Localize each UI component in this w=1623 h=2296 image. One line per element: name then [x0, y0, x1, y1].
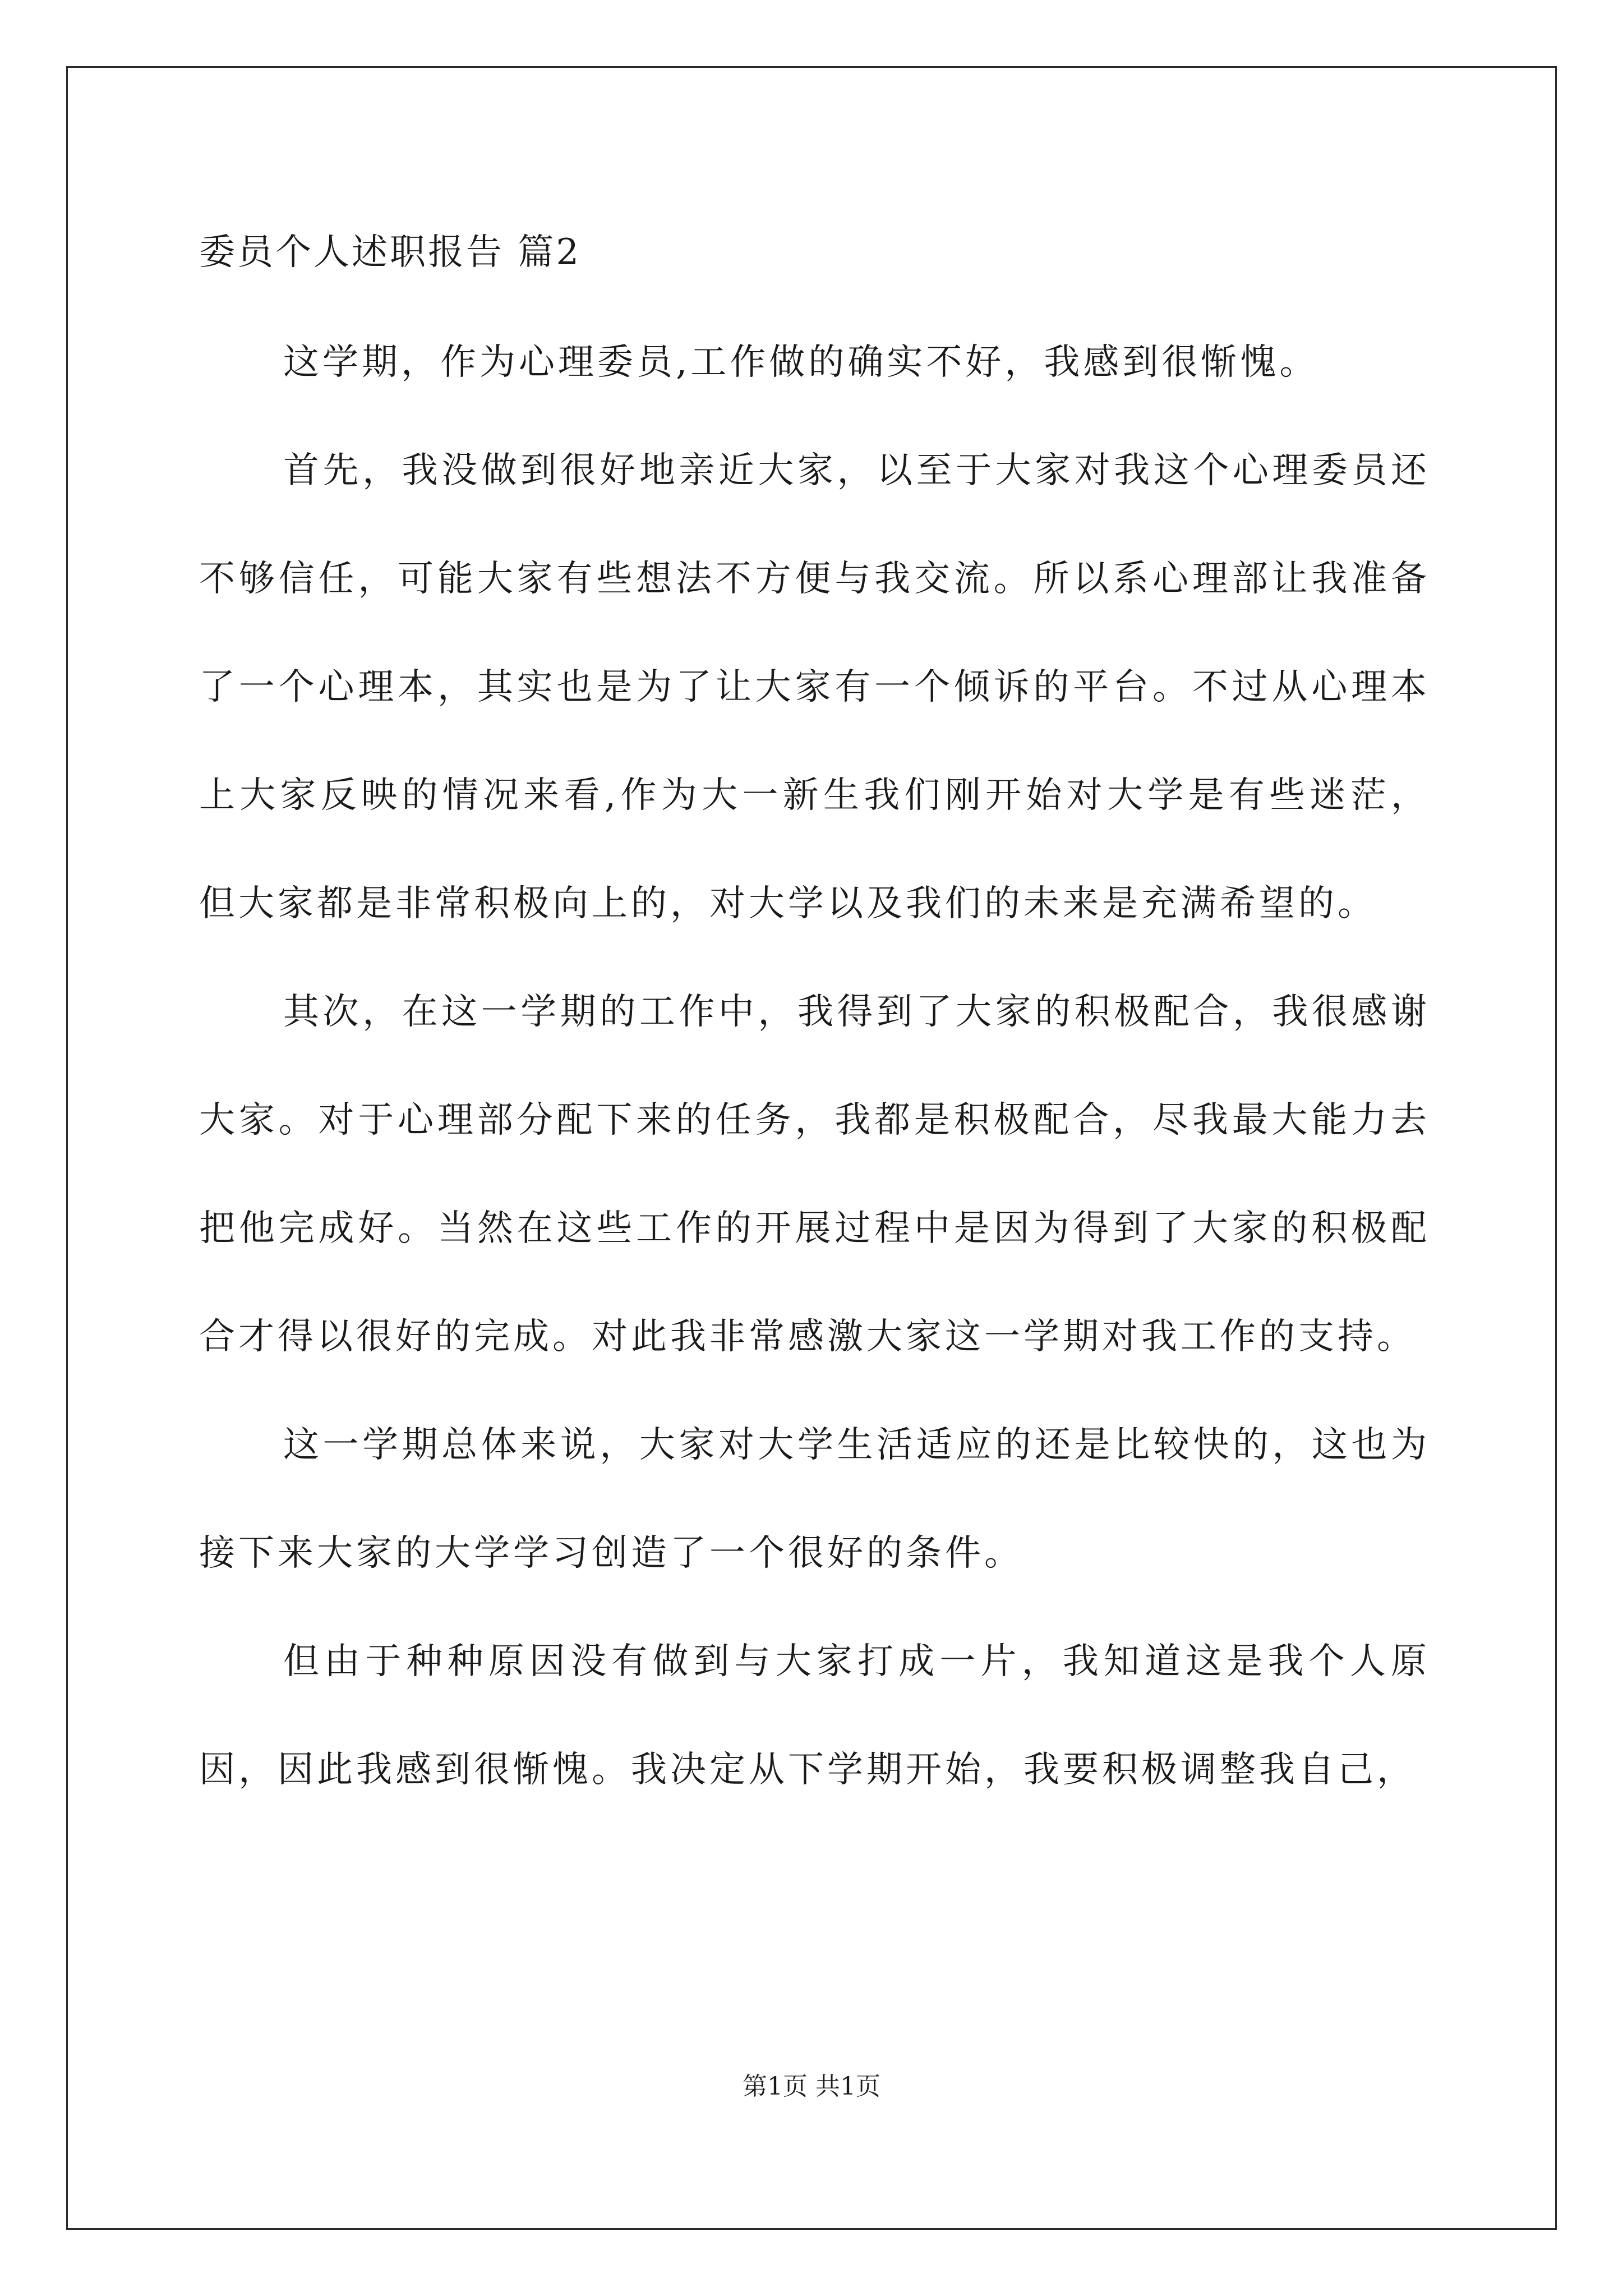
document-title: 委员个人述职报告 篇2: [199, 232, 582, 273]
paragraph-5: 但由于种种原因没有做到与大家打成一片，我知道这是我个人原因，因此我感到很惭愧。我决定从下学期开始，我要积极调整我自己，: [199, 1641, 1430, 1791]
paragraph-1: 这学期，作为心理委员,工作做的确实不好，我感到很惭愧。: [283, 342, 1319, 383]
paragraph-2: 首先，我没做到很好地亲近大家，以至于大家对我这个心理委员还不够信任，可能大家有些想法不方便与我交流。所以系心理部让我准备了一个心理本，其实也是为了让大家有一个倾诉的平台。不过从心理本上大家反映的情况来看,作为大一新生我们刚开始对大学是有些迷茫，但大家都是非常积极向上的，对大学以及我们的未来是充满希望的。: [199, 450, 1430, 924]
document-body: [199, 219, 1430, 1824]
paragraph-4: 这一学期总体来说，大家对大学生活适应的还是比较快的，这也为接下来大家的大学学习创造了一个很好的条件。: [199, 1424, 1430, 1574]
page-footer: 第1页 共1页: [743, 2072, 880, 2101]
paragraph-3: 其次，在这一学期的工作中，我得到了大家的积极配合，我很感谢大家。对于心理部分配下来的任务，我都是积极配合，尽我最大能力去把他完成好。当然在这些工作的开展过程中是因为得到了大家的积极配合才得以很好的完成。对此我非常感激大家这一学期对我工作的支持。: [199, 991, 1430, 1358]
